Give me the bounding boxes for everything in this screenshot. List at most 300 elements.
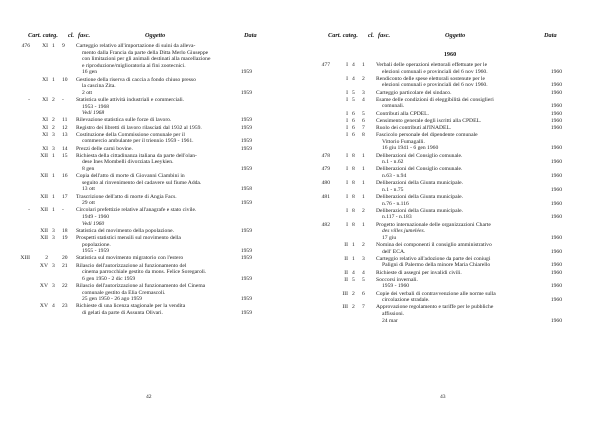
description-line: Approvazione regolamento e tariffe per le pubbliche xyxy=(376,304,494,311)
record-description xyxy=(76,263,206,283)
record-description xyxy=(76,77,196,97)
record-row xyxy=(0,303,300,316)
class: 1 xyxy=(52,193,55,200)
description-line: Copia dell'atto di morte di Giovanni Ciambini in xyxy=(76,173,185,180)
category: I xyxy=(346,207,348,214)
record-description xyxy=(376,242,492,255)
fascicle: 2 xyxy=(362,75,365,82)
record-row xyxy=(0,132,300,145)
record-date: 1960 xyxy=(550,248,562,255)
description-line: Deliberazioni della Giunta municipale. xyxy=(376,194,463,200)
record-date: 1959 xyxy=(240,296,252,303)
description-line: Gestione della riserva di caccia a fondo chiuso presso xyxy=(76,76,196,83)
class: 3 xyxy=(52,283,55,289)
record-date: 1960 xyxy=(550,159,562,166)
fascicle: 6 xyxy=(362,117,365,124)
class: 8 xyxy=(352,207,355,214)
description-line: Verbali delle operazioni elettorali effettuate per le xyxy=(376,62,488,68)
description-line: affissioni. xyxy=(382,310,405,317)
record-row xyxy=(300,132,600,152)
description-line: Progetto internazionale delle organizzazioni Charte xyxy=(376,221,491,228)
fascicle: 5 xyxy=(362,276,365,283)
description-line: Vedi 1968 xyxy=(82,110,105,117)
record-number: 478 xyxy=(321,152,330,159)
class: 6 xyxy=(352,132,355,139)
description-line: Paligni di Palermo della minore Maria Chiarello xyxy=(382,262,491,269)
header-cart-categ: Cart. categ. xyxy=(28,32,58,39)
record-date: 1960 xyxy=(550,214,562,221)
category: I xyxy=(346,75,348,82)
description-line: Ruolo dei contributi all'INADEL. xyxy=(376,125,452,131)
record-row xyxy=(300,256,600,269)
description-line: 16 giu 1941 - 6 gen 1960 xyxy=(382,145,439,152)
description-line: Deliberazioni della Giunta municipale. xyxy=(376,180,463,187)
class: 4 xyxy=(352,75,355,82)
record-date: 1959 xyxy=(240,165,252,172)
record-description xyxy=(376,118,481,125)
record-row xyxy=(300,304,600,324)
class: 5 xyxy=(352,276,355,283)
description-line: dell' ECA. xyxy=(382,248,406,255)
fascicle: 1 xyxy=(362,166,365,173)
record-row xyxy=(300,62,600,75)
category: I xyxy=(346,125,348,131)
category: XI xyxy=(42,117,48,124)
record-date: 1960 xyxy=(550,82,562,89)
record-row xyxy=(300,208,600,221)
description-line: 1949 - 1960 xyxy=(82,213,110,220)
description-line: Deliberazioni della Giunta municipale. xyxy=(376,207,463,214)
category: XI xyxy=(42,131,48,138)
category: XV xyxy=(39,303,48,310)
record-row xyxy=(0,263,300,283)
record-description xyxy=(76,153,197,173)
record-date: 1959 xyxy=(240,69,252,76)
class: 3 xyxy=(52,145,55,152)
description-line: Trascrizione dell'atto di morte di Angia Facs. xyxy=(76,193,177,200)
record-row xyxy=(300,291,600,304)
fascicle: 4 xyxy=(362,269,365,276)
description-line: e riproduzione/miglioratoria ai fini zootecnici. xyxy=(82,62,186,69)
record-description xyxy=(376,132,478,152)
description-line: Carteggio relativo all'adozione da parte dei coniugi xyxy=(376,255,491,262)
description-line: Rendiconto delle spese elettorali sostenute per le xyxy=(376,75,486,82)
header-cl: cl. xyxy=(68,32,75,39)
record-description xyxy=(76,194,177,207)
page-number-right: 43 xyxy=(440,394,446,400)
fascicle: 1 xyxy=(362,221,365,228)
record-date: 1959 xyxy=(240,255,252,262)
record-row xyxy=(0,97,300,117)
description-line: popolazione. xyxy=(82,241,111,248)
record-row xyxy=(300,180,600,193)
fascicle: 5 xyxy=(362,110,365,117)
record-number: 479 xyxy=(321,166,330,173)
fascicle: 18 xyxy=(62,227,68,234)
description-line: n.117 - n.183 xyxy=(382,214,412,221)
page-number-left: 42 xyxy=(146,394,152,400)
description-line: Vittorio Fumagalli. xyxy=(382,138,425,145)
record-row xyxy=(300,97,600,110)
category: I xyxy=(346,221,348,228)
record-date: 1960 xyxy=(550,103,562,110)
right-page xyxy=(300,0,600,424)
class: 3 xyxy=(52,235,55,241)
description-line: Prospetti statistici mensili sul movimento della xyxy=(76,235,181,241)
class: 8 xyxy=(352,180,355,187)
class: 8 xyxy=(352,152,355,159)
record-number: 476 xyxy=(21,43,30,49)
description-line: Rilascio dell'autorizzazione al funzionamento del xyxy=(76,262,187,269)
record-date: 1959 xyxy=(240,117,252,124)
record-description xyxy=(376,291,496,304)
record-row xyxy=(0,77,300,97)
class: 5 xyxy=(352,89,355,96)
record-date: 1960 xyxy=(550,269,562,276)
record-date: 1960 xyxy=(550,234,562,241)
category: XI xyxy=(42,76,48,83)
description-line: 1959 - 1960 xyxy=(382,283,410,290)
record-description xyxy=(376,277,418,290)
header-fasc: fasc. xyxy=(378,32,391,39)
record-number: 482 xyxy=(321,221,330,228)
record-row xyxy=(0,283,300,303)
record-date: 1959 xyxy=(240,248,252,255)
class: 3 xyxy=(52,227,55,234)
fascicle: 2 xyxy=(362,242,365,248)
record-description xyxy=(376,76,488,89)
record-number: 480 xyxy=(321,180,330,187)
description-line: n.1 - n.75 xyxy=(382,186,404,193)
class: 6 xyxy=(352,117,355,124)
record-date: 1959 xyxy=(240,89,252,96)
description-line: 17 giu xyxy=(382,234,397,241)
record-description xyxy=(76,97,184,117)
description-line: Contributi alla CPDEL. xyxy=(376,110,429,117)
description-line: di gelati da parte di Assunta Olivari. xyxy=(82,309,163,316)
description-line: 1953 - 1968 xyxy=(82,103,110,110)
record-number: XIII xyxy=(20,255,30,262)
category: XI xyxy=(42,145,48,152)
description-line: n.1 - n.62 xyxy=(382,159,404,166)
record-date: 1960 xyxy=(550,117,562,124)
class: 1 xyxy=(52,43,55,49)
record-description xyxy=(376,208,463,221)
record-description xyxy=(376,222,491,242)
fascicle: 23 xyxy=(62,303,68,310)
record-date: 1960 xyxy=(550,262,562,269)
category: II xyxy=(344,269,348,276)
record-row xyxy=(0,207,300,227)
description-line: Statistica sulle attività industriali e commerciali. xyxy=(76,97,185,103)
record-description xyxy=(376,97,494,110)
fascicle: 1 xyxy=(362,62,365,68)
category: XV xyxy=(39,283,48,289)
record-row xyxy=(0,146,300,153)
record-row xyxy=(300,125,600,132)
category: I xyxy=(346,89,348,96)
class: 2 xyxy=(52,97,55,103)
fascicle: 11 xyxy=(62,117,68,124)
category: I xyxy=(346,132,348,139)
category: XI xyxy=(42,43,48,49)
description-line: 29 ott xyxy=(82,200,95,207)
description-line: 25 gen 1950 - 26 ago 1959 xyxy=(82,296,142,303)
description-line: Registro dei libretti di lavoro rilasciati dal 1932 al 1959. xyxy=(76,124,202,131)
description-line: seguito al rinvenimento del cadavere sul fiume Adda. xyxy=(82,179,202,186)
record-row xyxy=(0,228,300,235)
description-line: 24 mar xyxy=(382,317,398,324)
record-date: 1958 xyxy=(240,186,252,193)
record-date: 1960 xyxy=(550,68,562,75)
record-date: 1960 xyxy=(550,125,562,131)
description-line: Costituzione della Commissione comunale per il xyxy=(76,131,185,138)
record-date: 1959 xyxy=(240,138,252,145)
fascicle: - xyxy=(62,97,64,103)
description-line: cinema parrocchiale gestito da mons. Felice Soregaroli. xyxy=(82,269,207,276)
class: 5 xyxy=(352,96,355,103)
record-row xyxy=(300,166,600,179)
description-line: Carteggio relativo all'importazione di suini da alleva- xyxy=(76,43,196,49)
record-row xyxy=(300,222,600,242)
record-row xyxy=(0,255,300,262)
description-line: la cascina Zita. xyxy=(82,83,116,90)
record-row xyxy=(0,125,300,132)
record-date: 1959 xyxy=(240,275,252,282)
record-date: 1960 xyxy=(550,317,562,324)
record-description xyxy=(376,180,463,193)
class: 1 xyxy=(352,242,355,248)
record-date: 1960 xyxy=(550,172,562,179)
category: II xyxy=(344,276,348,283)
header-fasc: fasc. xyxy=(78,32,91,39)
category: 2 xyxy=(45,255,48,262)
record-description xyxy=(76,132,194,145)
record-description xyxy=(376,270,462,277)
record-description xyxy=(76,303,185,316)
class: 1 xyxy=(52,173,55,180)
class: 3 xyxy=(52,131,55,138)
description-line: Deliberazioni del Consiglio comunale. xyxy=(376,166,463,173)
class: 8 xyxy=(352,194,355,200)
class: 1 xyxy=(352,255,355,262)
record-row xyxy=(0,194,300,207)
record-date: 1960 xyxy=(550,186,562,193)
class: 8 xyxy=(352,221,355,228)
description-line: Copie dei verbali di contravvenzione alle norme sulla xyxy=(376,290,496,297)
class: 1 xyxy=(52,76,55,83)
fascicle: 7 xyxy=(362,304,365,311)
record-description xyxy=(376,125,451,132)
description-line: Statistica del movimento della popolazione. xyxy=(76,227,175,234)
record-description xyxy=(76,283,205,303)
record-date: 1959 xyxy=(240,145,252,152)
class: 2 xyxy=(352,304,355,311)
fascicle: 4 xyxy=(362,96,365,103)
category: I xyxy=(346,194,348,200)
fascicle: 10 xyxy=(62,76,68,83)
record-description xyxy=(376,166,462,179)
fascicle: 2 xyxy=(362,207,365,214)
category: III xyxy=(342,290,348,297)
class: 1 xyxy=(52,207,55,214)
description-line: 13 ott xyxy=(82,186,95,193)
record-row xyxy=(0,235,300,255)
record-date: 1959 xyxy=(240,124,252,131)
category: XII xyxy=(40,207,48,214)
class: 4 xyxy=(352,269,355,276)
category: III xyxy=(342,304,348,311)
header-oggetto: Oggetto xyxy=(145,32,166,39)
description-line: des villes jumelées. xyxy=(382,228,426,235)
record-row xyxy=(0,43,300,76)
record-description xyxy=(76,255,183,262)
fascicle: 14 xyxy=(62,145,68,152)
fascicle: 6 xyxy=(362,290,365,297)
description-line: comunale gestito da Elia Cremascoli. xyxy=(82,289,166,296)
description-line: 6 gen 1950 - 2 dic 1959 xyxy=(82,275,136,282)
description-line: 1955 - 1959 xyxy=(82,248,110,255)
category: XI xyxy=(42,124,48,131)
category: I xyxy=(346,117,348,124)
category: XII xyxy=(40,193,48,200)
record-description xyxy=(376,62,488,75)
category: I xyxy=(346,152,348,159)
fascicle: 1 xyxy=(362,180,365,187)
description-line: elezioni comunali e provinciali del 6 nov 1960. xyxy=(382,82,488,89)
description-line: Rilascio dell'autorizzazione al funzionamento del Cinema xyxy=(76,283,206,289)
description-line: Fascicolo personale del dipendente comunale xyxy=(376,132,478,139)
header-oggetto: Oggetto xyxy=(445,32,466,39)
record-row xyxy=(0,173,300,193)
fascicle: 21 xyxy=(62,262,68,269)
record-date: 1960 xyxy=(550,110,562,117)
record-row xyxy=(0,117,300,124)
fascicle: 20 xyxy=(62,255,68,262)
record-number: 481 xyxy=(321,194,330,200)
class: 2 xyxy=(52,124,55,131)
record-date: 1960 xyxy=(550,283,562,290)
record-date: 1959 xyxy=(240,309,252,316)
class: 6 xyxy=(352,125,355,131)
record-date: 1960 xyxy=(550,297,562,304)
header-cl: cl. xyxy=(368,32,375,39)
fascicle: 8 xyxy=(362,132,365,139)
record-row xyxy=(300,153,600,166)
record-date: 1959 xyxy=(240,227,252,234)
description-line: Nomina dei componenti il consiglio amministrativo xyxy=(376,242,492,248)
description-line: Richieste di assegni per invalidi civili. xyxy=(376,269,462,276)
category: XII xyxy=(40,227,48,234)
record-number: - xyxy=(28,207,30,214)
description-line: Richieste di una licenza stagionale per la vendita xyxy=(76,303,186,310)
category: XII xyxy=(40,173,48,180)
description-line: Deliberazioni del Consiglio comunale. xyxy=(376,152,463,159)
header-cart-categ: Cart. categ. xyxy=(328,32,358,39)
record-row xyxy=(300,76,600,89)
description-line: n.63 - n.94 xyxy=(382,172,407,179)
fascicle: 22 xyxy=(62,283,68,289)
description-line: 8 gen xyxy=(82,165,95,172)
record-date: 1960 xyxy=(550,200,562,207)
record-date: 1960 xyxy=(550,89,562,96)
description-line: circolazione stradale. xyxy=(382,297,430,304)
fascicle: 12 xyxy=(62,124,68,131)
description-line: dese Ines Mombelli divorziata Leeykien. xyxy=(82,159,174,166)
record-description xyxy=(376,111,429,118)
description-line: mento dalla Francia da parte della Ditta Merlo Giuseppe xyxy=(82,49,209,56)
class: 6 xyxy=(352,110,355,117)
fascicle: 17 xyxy=(62,193,68,200)
record-description xyxy=(376,194,463,207)
record-date: 1959 xyxy=(240,200,252,207)
header-data: Data xyxy=(244,32,257,39)
record-description xyxy=(376,256,490,269)
description-line: Richiesta della cittadinanza italiana da parte dell'olan- xyxy=(76,152,197,159)
category: II xyxy=(344,242,348,248)
description-line: comunali. xyxy=(382,103,405,110)
class: 3 xyxy=(52,262,55,269)
category: II xyxy=(344,255,348,262)
fascicle: 3 xyxy=(362,255,365,262)
class: 4 xyxy=(352,62,355,68)
category: I xyxy=(346,96,348,103)
category: XII xyxy=(40,235,48,241)
record-date: 1960 xyxy=(550,145,562,152)
category: I xyxy=(346,110,348,117)
description-line: Carteggio particolare del sindaco. xyxy=(376,89,452,96)
description-line: n.76 - n.116 xyxy=(382,200,409,207)
description-line: Rilevazione statistica sulle forze di lavoro. xyxy=(76,117,172,124)
class: 1 xyxy=(52,152,55,159)
description-line: Circolari prefettizie relative all'anagrafe e stato civile. xyxy=(76,207,197,214)
record-row xyxy=(300,118,600,125)
description-line: con limitazioni per gli animali destinati alla macellazione xyxy=(82,56,211,63)
category: XI xyxy=(42,97,48,103)
category: I xyxy=(346,166,348,173)
record-description xyxy=(76,173,201,193)
description-line: 2 ott xyxy=(82,89,93,96)
fascicle: 13 xyxy=(62,131,68,138)
record-number: 477 xyxy=(321,62,330,68)
record-row xyxy=(300,242,600,255)
fascicle: 9 xyxy=(62,43,65,49)
fascicle: - xyxy=(62,207,64,214)
record-row xyxy=(300,90,600,97)
record-description xyxy=(76,43,210,76)
description-line: commercio ambulante per il triennio 1959 - 1961. xyxy=(82,138,194,145)
record-row xyxy=(300,270,600,277)
class: 2 xyxy=(52,117,55,124)
record-description xyxy=(76,146,133,153)
record-description xyxy=(376,153,462,166)
record-description xyxy=(76,117,171,124)
record-row xyxy=(300,277,600,290)
description-line: elezioni comunali e provinciali del 6 nov 1960. xyxy=(382,68,488,75)
record-description xyxy=(76,207,196,227)
record-number: - xyxy=(28,97,30,103)
fascicle: 7 xyxy=(362,125,365,131)
record-row xyxy=(300,111,600,118)
header-data: Data xyxy=(544,32,557,39)
record-description xyxy=(76,228,174,235)
fascicle: 15 xyxy=(62,152,68,159)
description-line: Soccorsi invernali. xyxy=(376,276,418,283)
year-heading: 1960 xyxy=(443,51,457,58)
category: XII xyxy=(40,152,48,159)
record-row xyxy=(0,153,300,173)
fascicle: 3 xyxy=(362,89,365,96)
